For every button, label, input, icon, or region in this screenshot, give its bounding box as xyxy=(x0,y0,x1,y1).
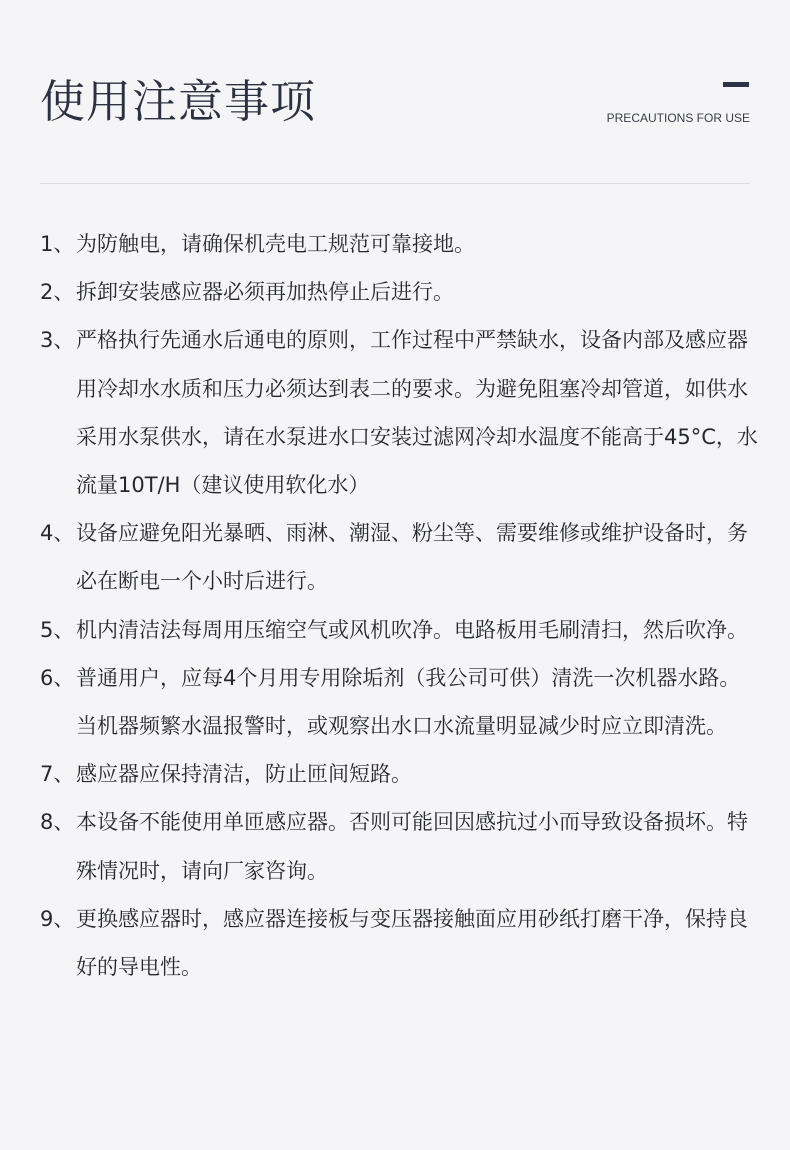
item-text: 严格执行先通水后通电的原则，工作过程中严禁缺水，设备内部及感应器用冷却水水质和压力必须达到表二的要求。为避免阻塞冷却管道，如供水采用水泵供水，请在水泵进水口安装过滤网冷却水温度不能高于45°C，水流量10T/H（建议使用软化水） xyxy=(76,328,758,498)
list-item xyxy=(40,220,760,268)
list-item xyxy=(40,509,760,605)
list-item xyxy=(40,654,760,750)
item-text: 机内清洁法每周用压缩空气或风机吹净。电路板用毛刷清扫，然后吹净。 xyxy=(76,617,748,642)
list-item xyxy=(40,268,760,316)
item-text: 普通用户，应每4个月用专用除垢剂（我公司可供）清洗一次机器水路。当机器频繁水温报警时，或观察出水口水流量明显减少时应立即清洗。 xyxy=(76,665,741,739)
list-item xyxy=(40,316,760,509)
item-text: 更换感应器时，感应器连接板与变压器接触面应用砂纸打磨干净，保持良好的导电性。 xyxy=(76,906,748,980)
title-accent-bar xyxy=(723,82,749,87)
precautions-list xyxy=(40,220,760,991)
list-item xyxy=(40,606,760,654)
item-text: 感应器应保持清洁，防止匝间短路。 xyxy=(76,762,412,787)
page-subtitle: PRECAUTIONS FOR USE xyxy=(606,111,750,125)
item-number: 8、 xyxy=(40,810,75,835)
item-text: 设备应避免阳光暴晒、雨淋、潮湿、粉尘等、需要维修或维护设备时，务必在断电一个小时后进行。 xyxy=(76,521,748,594)
item-text: 为防触电，请确保机壳电工规范可靠接地。 xyxy=(76,232,475,256)
item-number: 6、 xyxy=(40,665,75,690)
item-number: 4、 xyxy=(40,521,75,546)
list-item xyxy=(40,750,760,798)
list-item xyxy=(40,798,760,894)
item-number: 1、 xyxy=(40,232,75,256)
header-divider xyxy=(40,183,750,184)
page-title: 使用注意事项 xyxy=(40,75,317,128)
item-number: 2、 xyxy=(40,280,75,305)
item-number: 9、 xyxy=(40,906,75,931)
item-number: 5、 xyxy=(40,617,75,642)
item-text: 拆卸安装感应器必须再加热停止后进行。 xyxy=(76,280,454,305)
item-text: 本设备不能使用单匝感应器。否则可能回因感抗过小而导致设备损坏。特殊情况时，请向厂家咨询。 xyxy=(76,810,748,883)
item-number: 3、 xyxy=(40,328,75,353)
list-item xyxy=(40,895,760,991)
item-number: 7、 xyxy=(40,762,75,787)
